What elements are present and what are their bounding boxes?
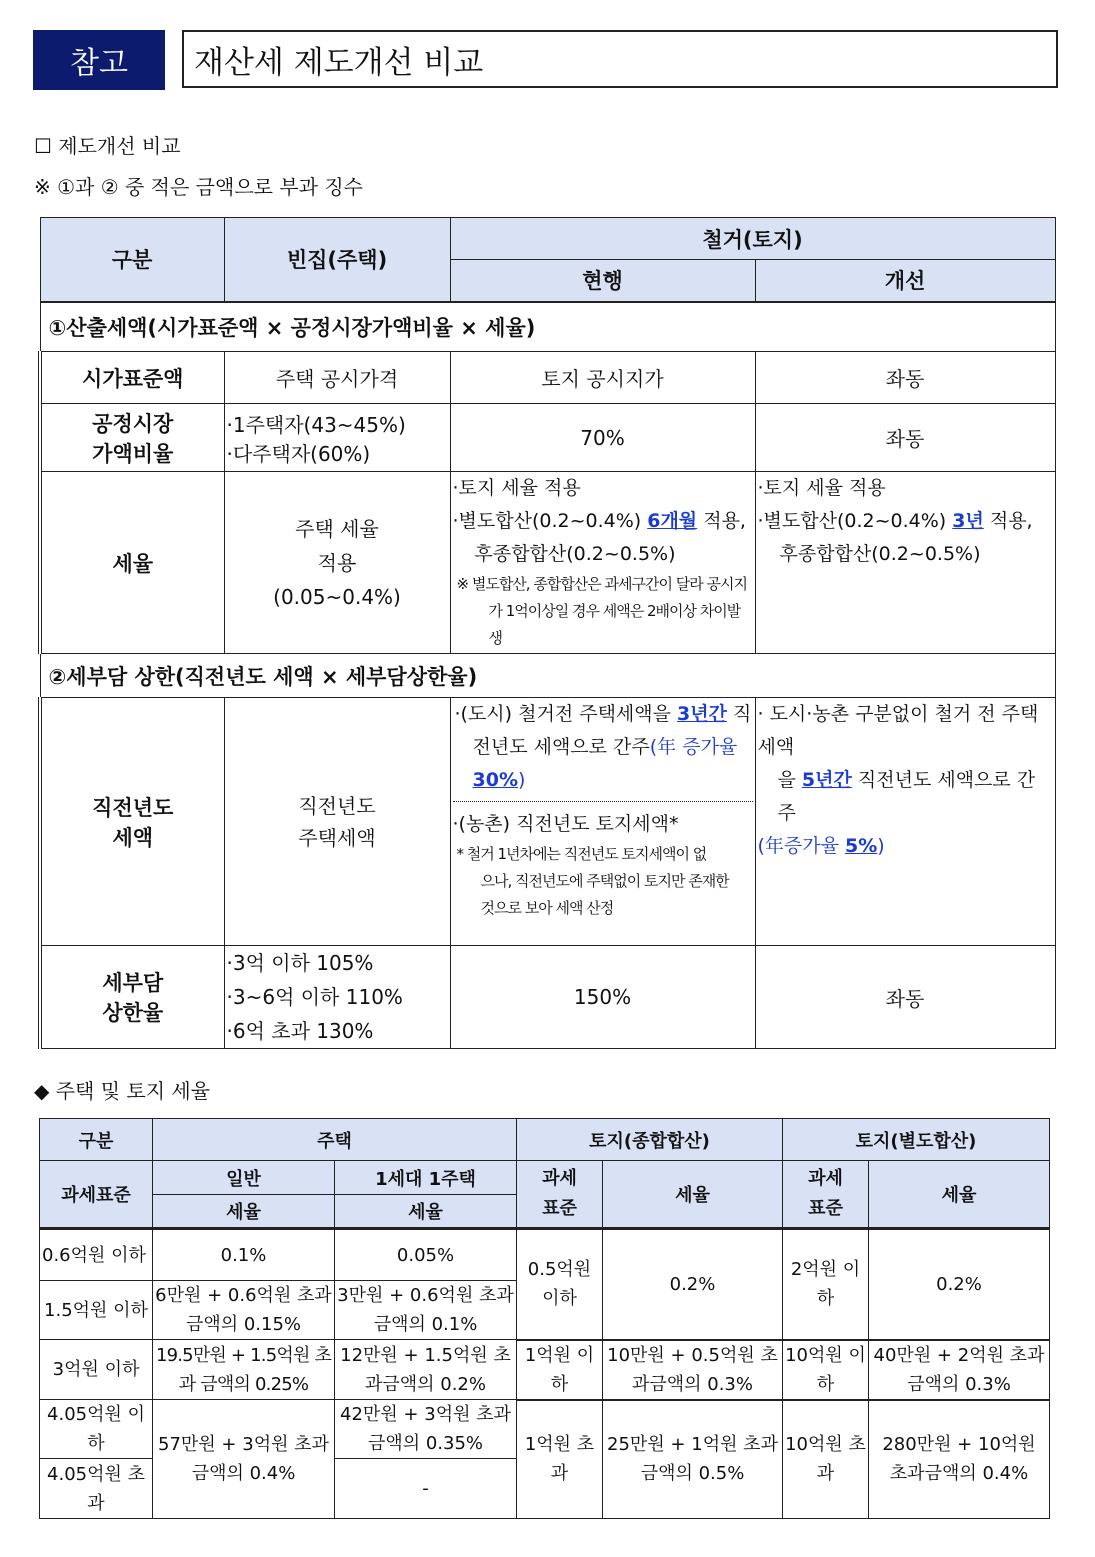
section-2-title: ②세부담 상한(직전년도 세액 × 세부담상한율) [40,654,1055,698]
house-general: 6만원 + 0.6억원 초과금액의 0.15% [153,1281,335,1340]
improved-rule [758,830,1053,863]
text-span: (年 증가율 [649,736,738,758]
comb-rate: 25만원 + 1억원 초과금액의 0.5% [603,1400,783,1519]
rate-table-title: ◆ 주택 및 토지 세율 [34,1079,211,1103]
th-land-combined: 토지(종합합산) [517,1119,783,1161]
th-line: 표준 [808,1198,843,1219]
text-span: 을 [777,769,802,791]
comb-base: 1억원 이하 [517,1340,603,1400]
text-line: 후종합합산(0.2~0.5%) [779,543,981,565]
th-sep-base [783,1161,869,1229]
highlight-period: 3년 [952,510,984,532]
label-line: 공정시장 [92,411,174,436]
th-land-separate: 토지(별도합산) [783,1119,1050,1161]
text-line: 주택 세율 [295,516,379,541]
comb-rate: 10만원 + 0.5억원 초과금액의 0.3% [603,1340,783,1400]
th-general: 일반 [153,1161,335,1195]
text-span: ) [877,835,885,857]
house-one-home: 12만원 + 1.5억원 초과금액의 0.2% [335,1340,517,1400]
th-line: 표준 [542,1198,577,1219]
improved-rule [758,764,1053,830]
text-span: ·(도시) 철거전 주택세액을 [454,703,678,725]
row-std-value [40,352,1055,404]
house-base: 4.05억원 이하 [40,1400,153,1459]
footnote: * 철거 1년차에는 직전년도 토지세액이 없 [456,845,707,863]
th-tax-base: 과세표준 [40,1161,153,1229]
sep-rate: 40만원 + 2억원 초과금액의 0.3% [869,1340,1050,1400]
comb-rate: 0.2% [603,1229,783,1340]
label-line: 세부담 [102,971,164,995]
sep-base: 10억원 이하 [783,1340,869,1400]
std-value-vacant: 주택 공시가격 [224,352,450,404]
text-line: ·토지 세율 적용 [757,477,886,499]
table-row [40,1340,1050,1400]
highlight-period: 5년간 [801,769,852,791]
th-comb-rate: 세율 [603,1161,783,1229]
table-row [40,1229,1050,1281]
footnote: 가 1억이상일 경우 세액은 2배이상 차이발생 [488,602,741,647]
th-category: 구분 [40,218,224,302]
sep-rate: 0.2% [869,1229,1050,1340]
house-general: 19.5만원 + 1.5억원 초과 금액의 0.25% [153,1340,335,1400]
text-line: ·토지 세율 적용 [452,477,581,499]
label-rate: 세율 [40,472,224,654]
house-one-home: 42만원 + 3억원 초과금액의 0.35% [335,1400,517,1459]
footnote: ※ 별도합산, 종합합산은 과세구간이 달라 공시지 [456,575,747,593]
th-line: 과세 [542,1168,577,1189]
cap-current: 150% [450,946,755,1049]
text-span: 직전년도 세액으로 간주 [472,703,752,758]
th-one-home: 1세대 1주택 [335,1161,517,1195]
comparison-table [38,217,1056,1049]
text-line [453,505,753,538]
text-span: ·(농촌) 직전년도 토지세액* [452,813,679,835]
text-line: ·3억 이하 105% [226,951,374,975]
label-line: 상한율 [102,1001,164,1025]
text-line: 직전년도 [298,793,376,818]
row-prev-tax [40,698,1055,946]
row-rate [40,472,1055,654]
house-base: 0.6억원 이하 [40,1229,153,1281]
section-title: ☐ 제도개선 비교 [34,134,181,158]
section-1-title: ①산출세액(시가표준액 × 공정시장가액비율 × 세율) [40,302,1055,352]
header-tag: 참고 [33,30,165,90]
footnote: 으나, 직전년도에 주택없이 토지만 존재한 [480,872,729,890]
th-vacant: 빈집(주택) [224,218,450,302]
th-current: 현행 [450,260,755,302]
house-general: 0.1% [153,1229,335,1281]
text-span: · 도시·농촌 구분없이 철거 전 주택세액 [757,703,1039,758]
label-line: 직전년도 [92,795,174,820]
sep-rate: 280만원 + 10억원 초과금액의 0.4% [869,1400,1050,1519]
comb-base: 0.5억원 이하 [517,1229,603,1340]
th-comb-base [517,1161,603,1229]
sep-base: 2억원 이하 [783,1229,869,1340]
rate-current [450,472,755,654]
house-one-home: 0.05% [335,1229,517,1281]
label-line: 세액 [112,825,154,850]
house-base: 4.05억원 초과 [40,1459,153,1519]
rural-rule [453,801,753,841]
label-line: 가액비율 [92,441,174,466]
house-base: 3억원 이하 [40,1340,153,1400]
house-base: 1.5억원 이하 [40,1281,153,1340]
label-cap [40,946,224,1049]
market-ratio-vacant [224,404,450,472]
text-span: 적용, [697,510,746,532]
table-row [40,1400,1050,1459]
market-ratio-current: 70% [450,404,755,472]
comb-base: 1억원 초과 [517,1400,603,1519]
house-general: 57만원 + 3억원 초과금액의 0.4% [153,1400,335,1519]
th-one-home-rate: 세율 [335,1195,517,1229]
text-span: 적용, [983,510,1033,532]
label-market-ratio [40,404,224,472]
th-category: 구분 [40,1119,153,1161]
market-ratio-improved: 좌동 [755,404,1055,472]
th-sep-rate: 세율 [869,1161,1050,1229]
improved-rule [758,698,1053,764]
prev-tax-improved [755,698,1055,946]
th-line: 과세 [808,1168,843,1189]
text-line: ·6억 초과 130% [226,1019,374,1043]
row-cap [40,946,1055,1049]
levy-note: ※ ①과 ② 중 적은 금액으로 부과 징수 [34,175,363,199]
text-line: (0.05~0.4%) [273,584,401,609]
tax-rate-table [39,1118,1050,1519]
house-one-home: 3만원 + 0.6억원 초과금액의 0.1% [335,1281,517,1340]
text-line: ·3~6억 이하 110% [226,985,403,1009]
th-general-rate: 세율 [153,1195,335,1229]
th-improved: 개선 [755,260,1055,302]
cap-vacant [224,946,450,1049]
prev-tax-vacant [224,698,450,946]
text-line: ·1주택자(43~45%) [226,412,406,437]
text-span: ·별도합산(0.2~0.4%) [452,510,648,532]
text-span: (年증가율 [757,835,846,857]
page-title: 재산세 제도개선 비교 [182,30,1058,88]
highlight-period: 6개월 [647,510,698,532]
highlight-period: 3년간 [677,703,727,725]
footnote: 것으로 보아 세액 산정 [480,899,614,917]
rate-improved [755,472,1055,654]
th-demolish: 철거(토지) [450,218,1055,260]
std-value-improved: 좌동 [755,352,1055,404]
text-line: 주택세액 [298,825,376,850]
house-one-home: - [335,1459,517,1519]
highlight-rate: 30% [472,769,518,791]
text-line: 적용 [317,550,357,575]
text-span: ) [517,769,526,791]
rate-vacant [224,472,450,654]
std-value-current: 토지 공시지가 [450,352,755,404]
cap-improved: 좌동 [755,946,1055,1049]
row-market-ratio [40,404,1055,472]
prev-tax-current [450,698,755,946]
text-line: 후종합합산(0.2~0.5%) [474,543,676,565]
text-line: ·다주택자(60%) [226,441,371,466]
highlight-rate: 5% [845,835,878,857]
text-span: 직전년도 세액으로 간주 [777,769,1036,824]
label-prev-tax [40,698,224,946]
text-line [758,505,1053,538]
text-span: ·별도합산(0.2~0.4%) [757,510,953,532]
sep-base: 10억원 초과 [783,1400,869,1519]
th-house: 주택 [153,1119,517,1161]
label-std-value: 시가표준액 [40,352,224,404]
city-rule [453,698,753,797]
